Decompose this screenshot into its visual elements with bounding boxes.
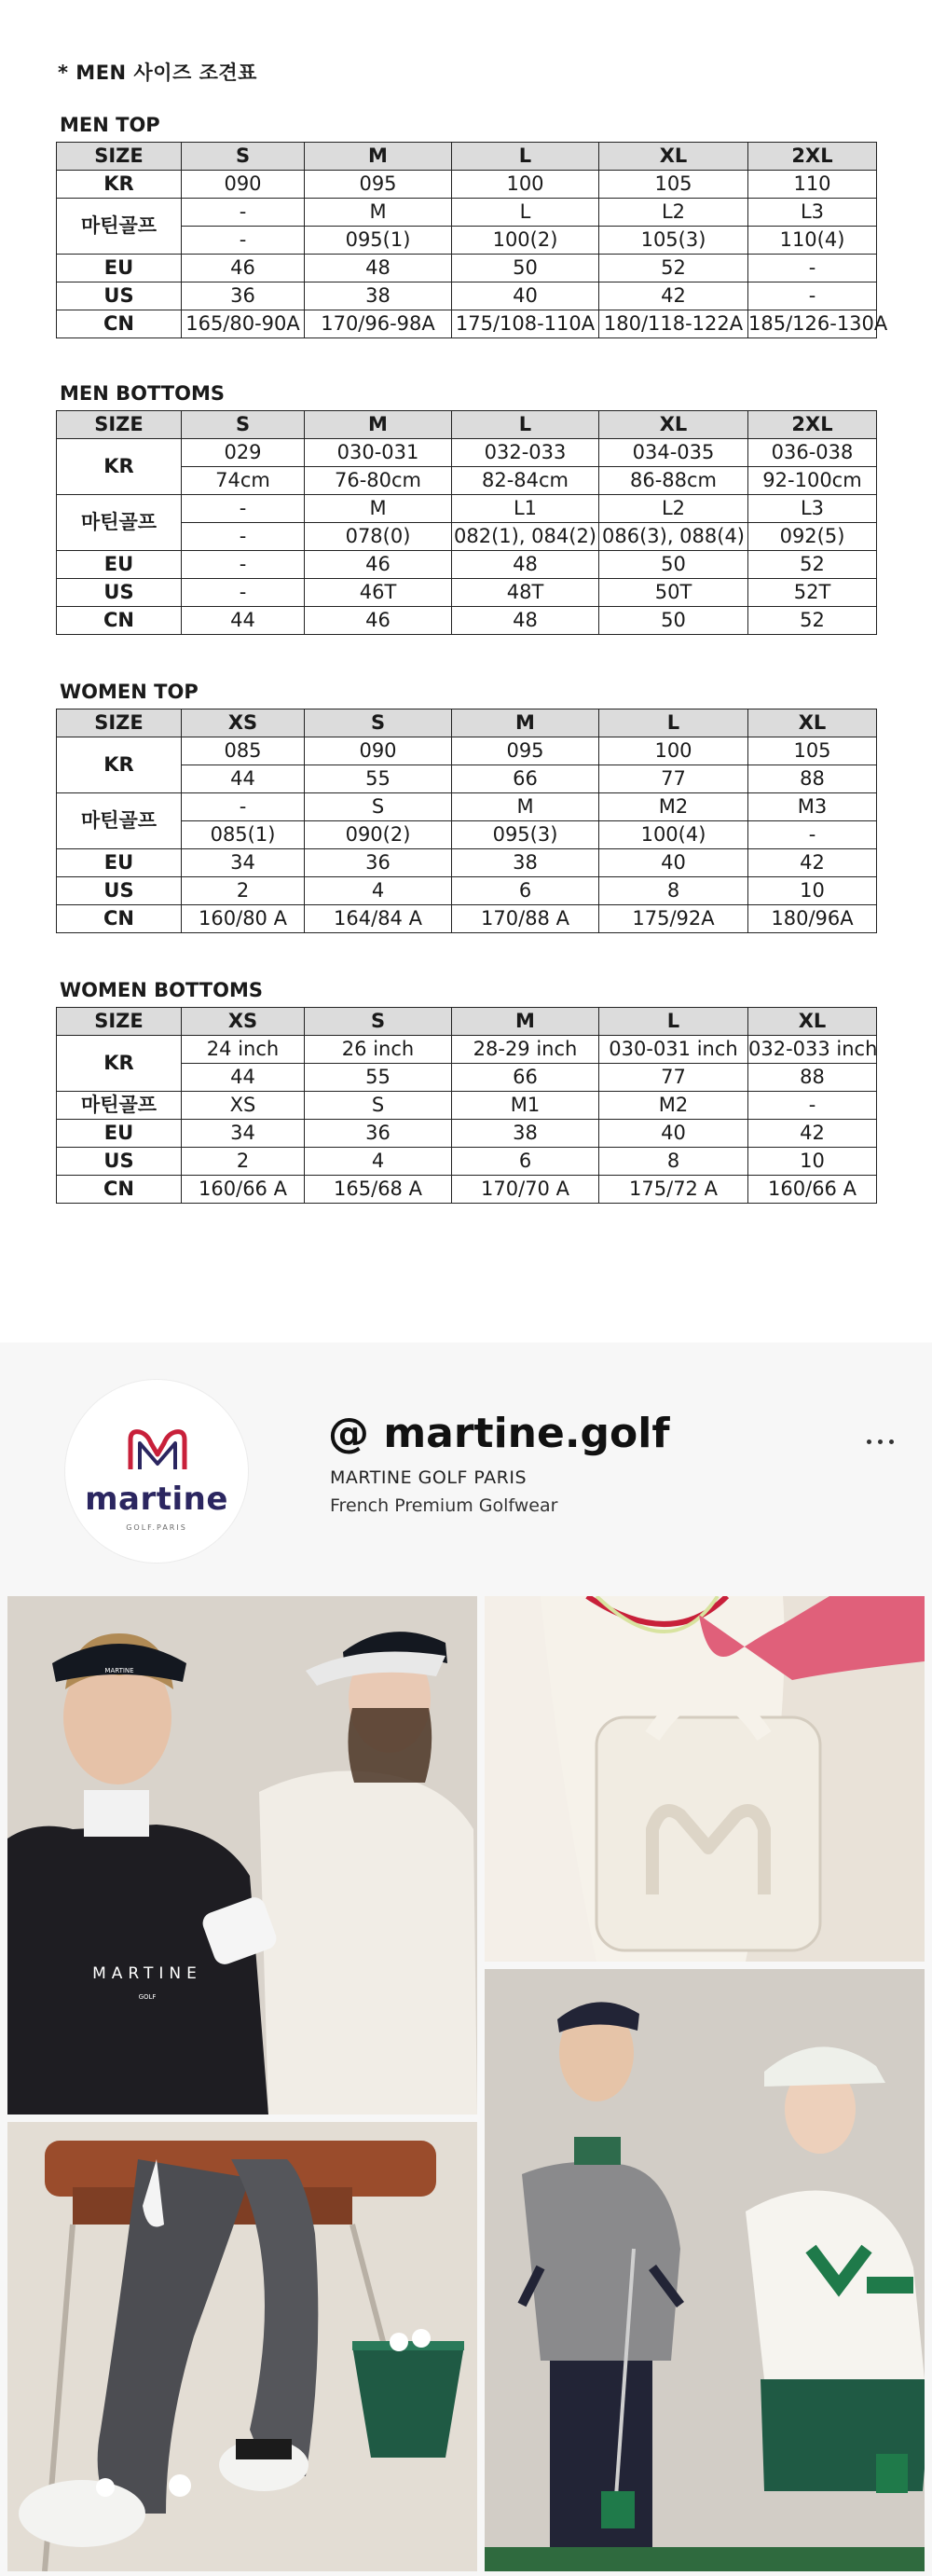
logo-word: martine	[85, 1481, 228, 1518]
table-cell: 77	[599, 765, 748, 793]
table-cell: M	[305, 143, 452, 171]
brand-description: French Premium Golfwear	[330, 1495, 558, 1516]
table-cell: 92-100cm	[748, 467, 877, 495]
table-cell: 180/118-122A	[599, 310, 748, 338]
table-cell: 82-84cm	[452, 467, 599, 495]
table-cell: 185/126-130A	[748, 310, 877, 338]
table-cell: 160/66 A	[748, 1176, 877, 1204]
table-cell: 090(2)	[305, 821, 452, 849]
section-title: WOMEN BOTTOMS	[60, 979, 264, 1001]
table-cell: M	[305, 495, 452, 523]
table-cell: 38	[305, 282, 452, 310]
table-cell: -	[748, 255, 877, 282]
table-cell: -	[748, 821, 877, 849]
table-cell: 4	[305, 1148, 452, 1176]
table-cell: XL	[748, 1008, 877, 1036]
table-cell: 24 inch	[182, 1036, 305, 1064]
photo-couple-visors[interactable]	[7, 1596, 477, 2115]
table-cell: 034-035	[599, 439, 748, 467]
table-cell: 095	[305, 171, 452, 199]
table-cell: 48	[452, 551, 599, 579]
table-cell: M	[305, 199, 452, 227]
table-cell: SIZE	[57, 709, 182, 737]
table-row	[57, 1120, 877, 1148]
table-cell: 8	[599, 877, 748, 905]
brand-name: MARTINE GOLF PARIS	[330, 1467, 528, 1488]
table-cell: 55	[305, 765, 452, 793]
table-cell: 88	[748, 1064, 877, 1092]
table-cell: 마틴골프	[57, 199, 182, 255]
table-row	[57, 310, 877, 338]
table-cell: 175/92A	[599, 905, 748, 933]
table-cell: 50	[599, 607, 748, 635]
section-title: MEN BOTTOMS	[60, 382, 225, 405]
table-cell: 180/96A	[748, 905, 877, 933]
table-cell: M2	[599, 1092, 748, 1120]
table-cell: L	[452, 199, 599, 227]
table-cell: 46	[182, 255, 305, 282]
table-cell: 105	[748, 737, 877, 765]
table-cell: 34	[182, 849, 305, 877]
table-row	[57, 709, 877, 737]
table-cell: 44	[182, 1064, 305, 1092]
table-cell: L3	[748, 495, 877, 523]
table-cell: 38	[452, 1120, 599, 1148]
table-row	[57, 1092, 877, 1120]
table-cell: 090	[305, 737, 452, 765]
table-row	[57, 737, 877, 765]
table-cell: EU	[57, 551, 182, 579]
table-row	[57, 255, 877, 282]
table-cell: 마틴골프	[57, 1092, 182, 1120]
table-cell: 26 inch	[305, 1036, 452, 1064]
table-cell: XL	[599, 143, 748, 171]
table-cell: 175/108-110A	[452, 310, 599, 338]
table-cell: 86-88cm	[599, 467, 748, 495]
table-row	[57, 1036, 877, 1064]
table-cell: 66	[452, 1064, 599, 1092]
table-cell: US	[57, 1148, 182, 1176]
table-cell: 110(4)	[748, 227, 877, 255]
visor-logo-text: MARTINE	[104, 1667, 134, 1674]
instagram-profile	[0, 1343, 932, 2576]
table-cell: KR	[57, 439, 182, 495]
table-cell: 086(3), 088(4)	[599, 523, 748, 551]
table-cell: 46	[305, 551, 452, 579]
table-cell: 110	[748, 171, 877, 199]
table-cell: EU	[57, 255, 182, 282]
table-cell: KR	[57, 737, 182, 793]
table-cell: -	[182, 227, 305, 255]
table-cell: 50	[599, 551, 748, 579]
table-cell: US	[57, 877, 182, 905]
table-cell: 085(1)	[182, 821, 305, 849]
table-cell: 76-80cm	[305, 467, 452, 495]
profile-handle[interactable]: @ martine.golf	[328, 1410, 670, 1457]
table-cell: 085	[182, 737, 305, 765]
table-cell: 8	[599, 1148, 748, 1176]
table-cell: 100(4)	[599, 821, 748, 849]
table-cell: M	[452, 709, 599, 737]
table-cell: 50T	[599, 579, 748, 607]
table-cell: S	[305, 1008, 452, 1036]
table-cell: 52	[599, 255, 748, 282]
table-cell: 092(5)	[748, 523, 877, 551]
section-title: WOMEN TOP	[60, 681, 199, 703]
table-cell: CN	[57, 905, 182, 933]
table-cell: 34	[182, 1120, 305, 1148]
table-cell: SIZE	[57, 143, 182, 171]
table-cell: 66	[452, 765, 599, 793]
table-row	[57, 579, 877, 607]
men-top-table	[56, 142, 888, 338]
table-cell: 10	[748, 877, 877, 905]
sweatshirt-brand-text: MARTINE	[92, 1964, 202, 1983]
table-cell: L1	[452, 495, 599, 523]
table-cell: 2XL	[748, 411, 877, 439]
table-cell: 036-038	[748, 439, 877, 467]
logo-subtitle: GOLF.PARIS	[126, 1523, 187, 1532]
table-cell: CN	[57, 607, 182, 635]
table-row	[57, 793, 877, 821]
table-cell: L	[452, 411, 599, 439]
table-cell: 74cm	[182, 467, 305, 495]
table-cell: KR	[57, 1036, 182, 1092]
table-cell: 36	[182, 282, 305, 310]
table-cell: S	[305, 1092, 452, 1120]
avatar[interactable]	[65, 1380, 248, 1563]
table-cell: M	[452, 1008, 599, 1036]
table-row	[57, 877, 877, 905]
table-cell: 095(3)	[452, 821, 599, 849]
table-cell: CN	[57, 1176, 182, 1204]
table-cell: M	[452, 793, 599, 821]
table-cell: 029	[182, 439, 305, 467]
table-cell: 44	[182, 607, 305, 635]
table-cell: 095(1)	[305, 227, 452, 255]
table-cell: L2	[599, 199, 748, 227]
table-cell: M3	[748, 793, 877, 821]
table-cell: KR	[57, 171, 182, 199]
table-cell: S	[182, 143, 305, 171]
table-cell: 078(0)	[305, 523, 452, 551]
table-cell: SIZE	[57, 411, 182, 439]
table-cell: 170/88 A	[452, 905, 599, 933]
table-cell: 175/72 A	[599, 1176, 748, 1204]
table-cell: 160/66 A	[182, 1176, 305, 1204]
table-cell: -	[182, 551, 305, 579]
table-cell: 164/84 A	[305, 905, 452, 933]
table-cell: EU	[57, 849, 182, 877]
table-cell: 88	[748, 765, 877, 793]
table-row	[57, 1148, 877, 1176]
table-cell: 55	[305, 1064, 452, 1092]
table-cell: M2	[599, 793, 748, 821]
men-bottoms-section	[56, 380, 876, 635]
table-row	[57, 171, 877, 199]
profile-header	[0, 1343, 932, 1576]
table-cell: L	[599, 709, 748, 737]
table-cell: CN	[57, 310, 182, 338]
table-row	[57, 1008, 877, 1036]
table-cell: 50	[452, 255, 599, 282]
table-cell: 40	[599, 849, 748, 877]
table-cell: XS	[182, 709, 305, 737]
table-cell: 42	[748, 849, 877, 877]
men-top-section	[56, 112, 888, 338]
table-cell: 105	[599, 171, 748, 199]
table-cell: 42	[599, 282, 748, 310]
table-cell: 40	[452, 282, 599, 310]
table-cell: 105(3)	[599, 227, 748, 255]
table-cell: 100(2)	[452, 227, 599, 255]
table-cell: 2	[182, 1148, 305, 1176]
photo-shoes-basket[interactable]	[7, 2122, 477, 2571]
table-row	[57, 551, 877, 579]
table-cell: 170/96-98A	[305, 310, 452, 338]
table-cell: 4	[305, 877, 452, 905]
table-cell: L3	[748, 199, 877, 227]
table-cell: 030-031 inch	[599, 1036, 748, 1064]
table-cell: L	[452, 143, 599, 171]
table-cell: 42	[748, 1120, 877, 1148]
section-title: MEN TOP	[60, 114, 160, 136]
table-cell: 48T	[452, 579, 599, 607]
table-cell: -	[182, 199, 305, 227]
table-cell: US	[57, 282, 182, 310]
table-cell: 165/80-90A	[182, 310, 305, 338]
table-cell: M1	[452, 1092, 599, 1120]
table-cell: S	[182, 411, 305, 439]
martine-logo-icon	[125, 1426, 190, 1475]
table-cell: 095	[452, 737, 599, 765]
table-row	[57, 607, 877, 635]
table-cell: SIZE	[57, 1008, 182, 1036]
table-cell: -	[182, 793, 305, 821]
table-cell: 77	[599, 1064, 748, 1092]
table-cell: 52T	[748, 579, 877, 607]
table-cell: -	[182, 495, 305, 523]
page-title: * MEN 사이즈 조견표	[58, 62, 257, 84]
women-bottoms-table	[56, 1007, 877, 1204]
table-cell: 032-033 inch	[748, 1036, 877, 1064]
table-row	[57, 411, 877, 439]
women-top-section	[56, 679, 876, 933]
table-cell: 46T	[305, 579, 452, 607]
table-cell: S	[305, 709, 452, 737]
men-bottoms-table	[56, 410, 877, 635]
table-cell: 2XL	[748, 143, 877, 171]
table-cell: EU	[57, 1120, 182, 1148]
table-cell: L	[599, 1008, 748, 1036]
table-row	[57, 439, 877, 467]
table-cell: 030-031	[305, 439, 452, 467]
table-cell: L2	[599, 495, 748, 523]
table-cell: XS	[182, 1008, 305, 1036]
table-cell: 48	[452, 607, 599, 635]
table-row	[57, 282, 877, 310]
table-cell: 6	[452, 1148, 599, 1176]
table-cell: 38	[452, 849, 599, 877]
table-cell: 2	[182, 877, 305, 905]
table-cell: XL	[748, 709, 877, 737]
table-row	[57, 849, 877, 877]
table-cell: 52	[748, 551, 877, 579]
photo-vest-bag[interactable]	[485, 1596, 925, 1962]
table-row	[57, 143, 877, 171]
table-row	[57, 199, 877, 227]
table-cell: 165/68 A	[305, 1176, 452, 1204]
table-cell: 36	[305, 849, 452, 877]
table-row	[57, 1176, 877, 1204]
table-cell: 마틴골프	[57, 495, 182, 551]
table-cell: XS	[182, 1092, 305, 1120]
table-cell: 40	[599, 1120, 748, 1148]
women-bottoms-section	[56, 977, 876, 1204]
table-cell: US	[57, 579, 182, 607]
table-cell: 44	[182, 765, 305, 793]
table-cell: -	[748, 282, 877, 310]
sweatshirt-sub-text: GOLF	[138, 1993, 157, 2001]
table-cell: 28-29 inch	[452, 1036, 599, 1064]
table-cell: XL	[599, 411, 748, 439]
table-cell: M	[305, 411, 452, 439]
table-cell: 52	[748, 607, 877, 635]
table-cell: 090	[182, 171, 305, 199]
table-cell: -	[748, 1092, 877, 1120]
table-cell: 100	[452, 171, 599, 199]
table-row	[57, 905, 877, 933]
table-cell: 170/70 A	[452, 1176, 599, 1204]
table-cell: 160/80 A	[182, 905, 305, 933]
table-cell: 46	[305, 607, 452, 635]
table-cell: 36	[305, 1120, 452, 1148]
table-cell: -	[182, 523, 305, 551]
table-cell: 082(1), 084(2)	[452, 523, 599, 551]
table-cell: 10	[748, 1148, 877, 1176]
women-top-table	[56, 709, 877, 933]
table-cell: 100	[599, 737, 748, 765]
table-cell: 48	[305, 255, 452, 282]
table-row	[57, 495, 877, 523]
photo-couple-green[interactable]	[485, 1969, 925, 2571]
table-cell: S	[305, 793, 452, 821]
table-cell: 6	[452, 877, 599, 905]
table-cell: 마틴골프	[57, 793, 182, 849]
table-cell: 032-033	[452, 439, 599, 467]
table-cell: -	[182, 579, 305, 607]
more-options-icon[interactable]	[865, 1432, 897, 1451]
